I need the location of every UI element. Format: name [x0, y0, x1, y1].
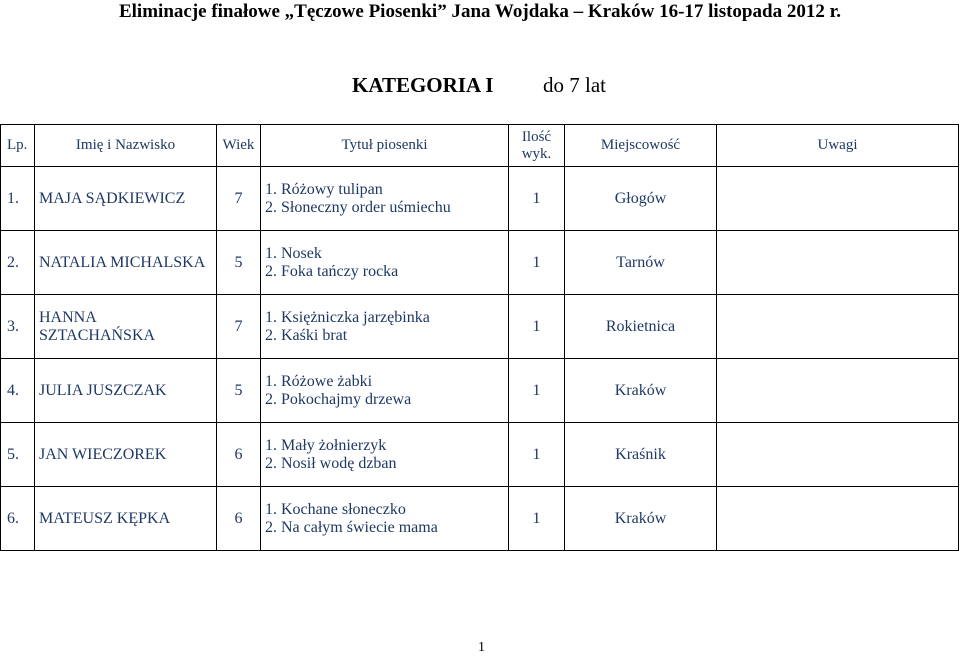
cell-notes: [717, 423, 959, 487]
song-title-2: 2. Na całym świecie mama: [265, 518, 438, 536]
cell-city: Głogów: [565, 167, 717, 231]
cell-notes: [717, 487, 959, 551]
cell-city: Kraków: [565, 487, 717, 551]
cell-age: 7: [217, 295, 261, 359]
col-header-city: Miejscowość: [565, 125, 717, 167]
song-title-1: 1. Nosek: [265, 244, 322, 262]
cell-lp: 2.: [1, 231, 35, 295]
cell-count: 1: [509, 487, 565, 551]
cell-notes: [717, 167, 959, 231]
cell-lp: 1.: [1, 167, 35, 231]
cell-count: 1: [509, 231, 565, 295]
cell-song: [261, 487, 509, 551]
page-number: 1: [478, 640, 485, 655]
song-title-2: 2. Kaśki brat: [265, 326, 348, 344]
cell-notes: [717, 295, 959, 359]
cell-notes: [717, 231, 959, 295]
cell-name: JAN WIECZOREK: [35, 423, 217, 487]
cell-notes: [717, 359, 959, 423]
table-header-row: [1, 125, 959, 167]
cell-lp: 3.: [1, 295, 35, 359]
participants-table: [0, 124, 959, 551]
cell-city: Kraśnik: [565, 423, 717, 487]
col-header-age: Wiek: [217, 125, 261, 167]
cell-song: [261, 359, 509, 423]
cell-city: Tarnów: [565, 231, 717, 295]
table-row: [1, 359, 959, 423]
document-title: Eliminacje finałowe „Tęczowe Piosenki” Jana Wojdaka – Kraków 16-17 listopada 2012 r.: [118, 1, 842, 22]
cell-name: NATALIA MICHALSKA: [35, 231, 217, 295]
cell-song: [261, 231, 509, 295]
cell-name: HANNA SZTACHAŃSKA: [35, 295, 217, 359]
song-title-1: 1. Księżniczka jarzębinka: [265, 308, 430, 326]
cell-count: 1: [509, 295, 565, 359]
cell-city: Kraków: [565, 359, 717, 423]
cell-lp: 6.: [1, 487, 35, 551]
col-header-count: Ilość wyk.: [509, 125, 565, 167]
age-group-label: do 7 lat: [543, 73, 606, 97]
song-title-1: 1. Mały żołnierzyk: [265, 436, 387, 454]
song-title-2: 2. Foka tańczy rocka: [265, 262, 399, 280]
col-header-lp: Lp.: [1, 125, 35, 167]
cell-count: 1: [509, 167, 565, 231]
cell-song: [261, 423, 509, 487]
cell-lp: 5.: [1, 423, 35, 487]
cell-age: 5: [217, 359, 261, 423]
col-header-notes: Uwagi: [717, 125, 959, 167]
table-row: [1, 423, 959, 487]
song-title-2: 2. Pokochajmy drzewa: [265, 390, 412, 408]
cell-age: 6: [217, 487, 261, 551]
table-row: [1, 231, 959, 295]
song-title-1: 1. Różowe żabki: [265, 372, 373, 390]
cell-age: 7: [217, 167, 261, 231]
song-title-2: 2. Nosił wodę dzban: [265, 454, 397, 472]
cell-song: [261, 295, 509, 359]
song-title-1: 1. Kochane słoneczko: [265, 500, 406, 518]
song-title-2: 2. Słoneczny order uśmiechu: [265, 198, 451, 216]
col-header-name: Imię i Nazwisko: [35, 125, 217, 167]
cell-name: MATEUSZ KĘPKA: [35, 487, 217, 551]
table-row: [1, 487, 959, 551]
cell-age: 6: [217, 423, 261, 487]
table-row: [1, 295, 959, 359]
cell-song: [261, 167, 509, 231]
cell-count: 1: [509, 423, 565, 487]
cell-age: 5: [217, 231, 261, 295]
cell-name: JULIA JUSZCZAK: [35, 359, 217, 423]
cell-lp: 4.: [1, 359, 35, 423]
col-header-song: Tytuł piosenki: [261, 125, 509, 167]
table-row: [1, 167, 959, 231]
cell-city: Rokietnica: [565, 295, 717, 359]
category-label: KATEGORIA I: [352, 73, 494, 97]
cell-name: MAJA SĄDKIEWICZ: [35, 167, 217, 231]
song-title-1: 1. Różowy tulipan: [265, 180, 383, 198]
cell-count: 1: [509, 359, 565, 423]
